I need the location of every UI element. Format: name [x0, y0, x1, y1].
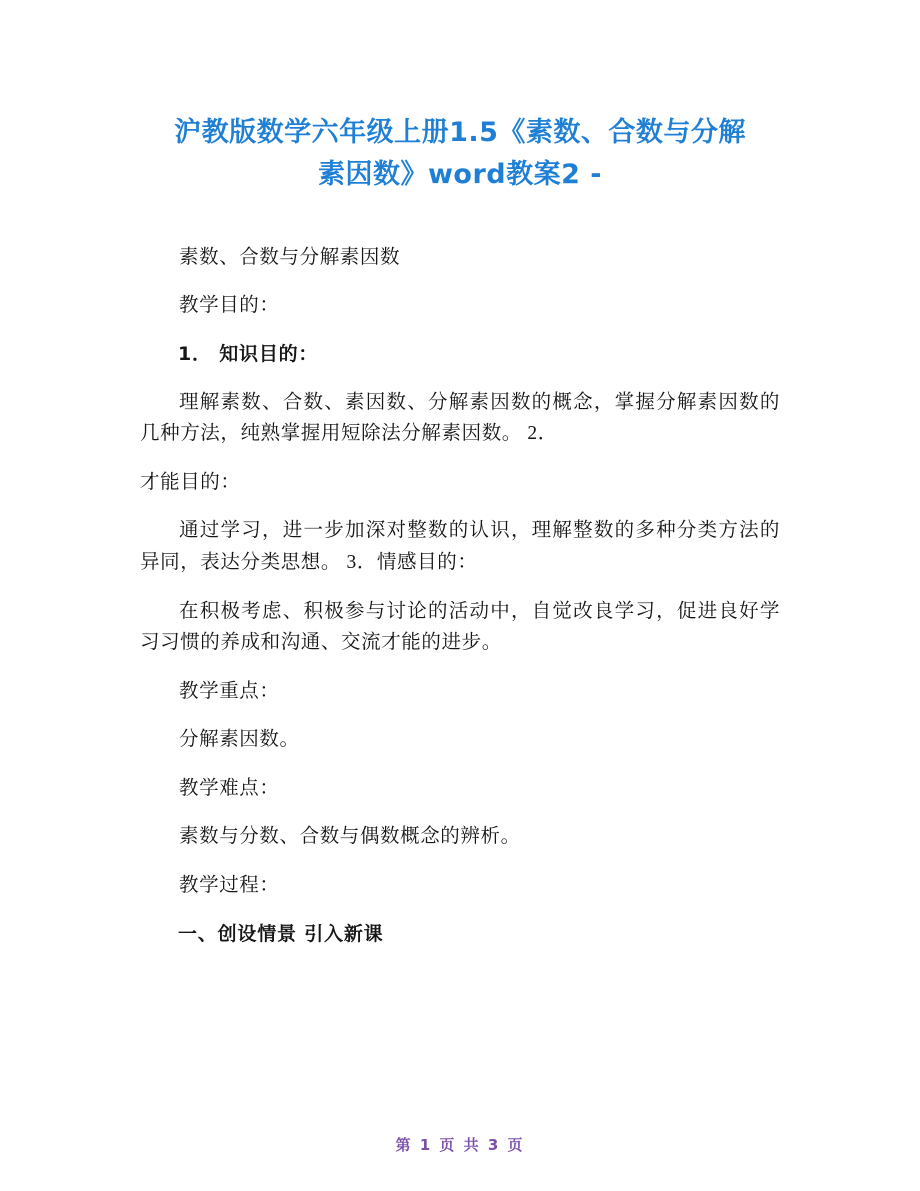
body-paragraph-heading: 一、创设情景 引入新课: [178, 922, 384, 945]
body-paragraph: 在积极考虑、积极参与讨论的活动中，自觉改良学习，促进良好学习习惯的养成和沟通、交流才能的进步。: [140, 600, 780, 654]
page-footer: [0, 1134, 920, 1155]
footer-total-pages: 3: [487, 1136, 501, 1154]
footer-suffix: 页: [507, 1136, 525, 1154]
footer-current-page: 1: [419, 1136, 433, 1154]
page-title-line-2: 素因数》word教案2 -: [317, 158, 603, 190]
document-body: [0, 242, 920, 950]
body-paragraph: 教学难点：: [179, 777, 280, 799]
footer-middle: 页 共: [439, 1136, 481, 1154]
body-paragraph-heading: 1． 知识目的：: [178, 342, 319, 365]
page-title-line-1: 沪教版数学六年级上册1.5《素数、合数与分解: [174, 117, 746, 148]
body-paragraph: 分解素因数。: [179, 729, 300, 751]
body-paragraph: 素数、合数与分解素因数: [179, 246, 401, 268]
body-paragraph: 教学重点：: [179, 680, 280, 702]
body-paragraph: 才能目的：: [140, 471, 241, 493]
body-paragraph: 教学目的：: [179, 295, 280, 317]
footer-prefix: 第: [395, 1136, 413, 1154]
body-paragraph: 通过学习，进一步加深对整数的认识，理解整数的多种分类方法的异同，表达分类思想。 3．情感目的：: [140, 520, 780, 573]
body-paragraph: 教学过程：: [179, 874, 280, 896]
body-paragraph: 理解素数、合数、素因数、分解素因数的概念，掌握分解素因数的几种方法，纯熟掌握用短除法分解素因数。 2．: [140, 391, 780, 445]
page-title: [0, 0, 920, 196]
body-paragraph: 素数与分数、合数与偶数概念的辨析。: [179, 826, 521, 848]
